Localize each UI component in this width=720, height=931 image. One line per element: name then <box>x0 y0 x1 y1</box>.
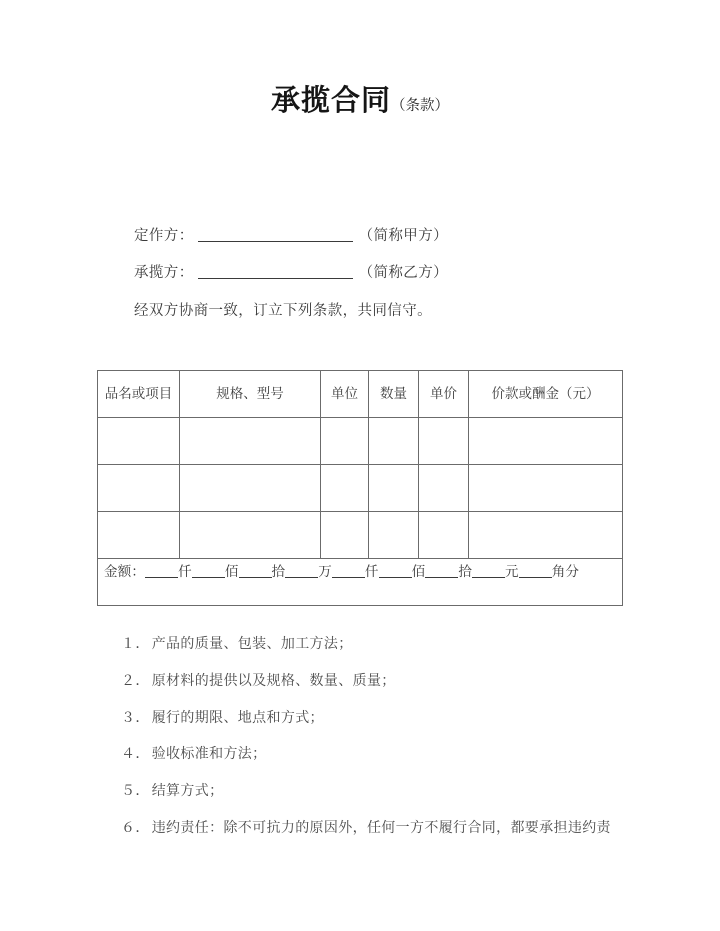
cell-spec[interactable] <box>180 418 321 465</box>
cell-amount[interactable] <box>469 512 623 559</box>
amount-blank[interactable] <box>285 564 318 578</box>
party-label-a: 定作方： <box>134 228 194 244</box>
list-item <box>121 783 631 800</box>
clause-text: 履行的期限、地点和方式； <box>151 709 324 726</box>
party-suffix-b: （简称乙方） <box>358 265 449 281</box>
goods-table <box>97 370 623 606</box>
amount-total-text <box>104 564 579 580</box>
party-label-b: 承揽方： <box>134 265 194 281</box>
party-suffix-a: （简称甲方） <box>358 228 449 244</box>
list-item <box>121 820 631 837</box>
list-item <box>121 710 631 727</box>
clause-text: 产品的质量、包装、加工方法； <box>151 636 353 652</box>
amount-blank[interactable] <box>472 564 505 578</box>
clause-number: ６． <box>121 819 150 836</box>
cell-amount[interactable] <box>469 418 623 465</box>
cell-unit[interactable] <box>321 512 369 559</box>
clause-list <box>121 636 631 857</box>
goods-table-body <box>98 418 623 606</box>
amount-unit-fen: 分 <box>565 564 580 580</box>
cell-name[interactable] <box>98 465 180 512</box>
amount-blank[interactable] <box>425 564 458 578</box>
amount-unit-bai1: 佰 <box>224 564 239 580</box>
clause-text: 违约责任：除不可抗力的原因外，任何一方不履行合同，都要承担违约责 <box>151 819 611 836</box>
amount-label: 金额： <box>104 564 146 580</box>
amount-blank[interactable] <box>332 564 365 578</box>
clause-number: ５． <box>121 783 150 800</box>
cell-name[interactable] <box>98 512 180 559</box>
goods-table-head <box>98 371 623 418</box>
cell-spec[interactable] <box>180 512 321 559</box>
amount-blank[interactable] <box>379 564 412 578</box>
cell-unit[interactable] <box>321 418 369 465</box>
table-header-name: 品名或项目 <box>98 371 180 418</box>
cell-price[interactable] <box>419 512 469 559</box>
intro-statement: 经双方协商一致，订立下列条款，共同信守。 <box>134 303 432 319</box>
amount-unit-wan: 万 <box>318 564 332 580</box>
table-row <box>98 418 623 465</box>
cell-qty[interactable] <box>369 418 419 465</box>
cell-amount[interactable] <box>469 465 623 512</box>
list-item <box>121 636 631 653</box>
clause-number: ４． <box>121 746 150 763</box>
amount-unit-shi2: 拾 <box>458 564 473 580</box>
table-row <box>98 512 623 559</box>
table-row <box>98 465 623 512</box>
cell-qty[interactable] <box>369 465 419 512</box>
cell-qty[interactable] <box>369 512 419 559</box>
table-header-price: 单价 <box>419 371 469 418</box>
table-header-qty: 数量 <box>369 371 419 418</box>
clause-number: ３． <box>121 709 150 726</box>
amount-blank[interactable] <box>519 564 552 578</box>
amount-blank[interactable] <box>239 564 272 578</box>
cell-price[interactable] <box>419 418 469 465</box>
party-line-a <box>134 224 448 245</box>
amount-blank[interactable] <box>192 564 225 578</box>
clause-number: ２． <box>121 672 150 689</box>
amount-blank[interactable] <box>145 564 178 578</box>
amount-total-row <box>98 559 623 606</box>
party-input-a[interactable] <box>198 226 353 242</box>
clause-text: 验收标准和方法； <box>151 746 267 763</box>
table-header-amount: 价款或酬金（元） <box>469 371 623 418</box>
list-item <box>121 746 631 763</box>
amount-unit-jiao: 角 <box>551 564 566 580</box>
party-line-b <box>134 261 448 282</box>
amount-unit-qian1: 仟 <box>178 564 192 580</box>
amount-unit-yuan: 元 <box>505 564 519 580</box>
table-header-spec: 规格、型号 <box>180 371 321 418</box>
clause-number: １． <box>121 636 150 652</box>
cell-unit[interactable] <box>321 465 369 512</box>
amount-unit-bai2: 佰 <box>411 564 426 580</box>
cell-name[interactable] <box>98 418 180 465</box>
amount-total-cell[interactable] <box>98 559 623 606</box>
table-header-row <box>98 371 623 418</box>
page-title <box>0 78 720 119</box>
clause-text: 原材料的提供以及规格、数量、质量； <box>151 672 396 689</box>
amount-unit-shi1: 拾 <box>271 564 286 580</box>
clause-text: 结算方式； <box>151 783 224 800</box>
page-title-subtitle: （条款） <box>391 98 449 114</box>
page-title-main: 承揽合同 <box>270 83 391 117</box>
amount-unit-qian2: 仟 <box>364 564 379 580</box>
cell-spec[interactable] <box>180 465 321 512</box>
list-item <box>121 673 631 690</box>
party-input-b[interactable] <box>198 263 353 279</box>
cell-price[interactable] <box>419 465 469 512</box>
table-header-unit: 单位 <box>321 371 369 418</box>
